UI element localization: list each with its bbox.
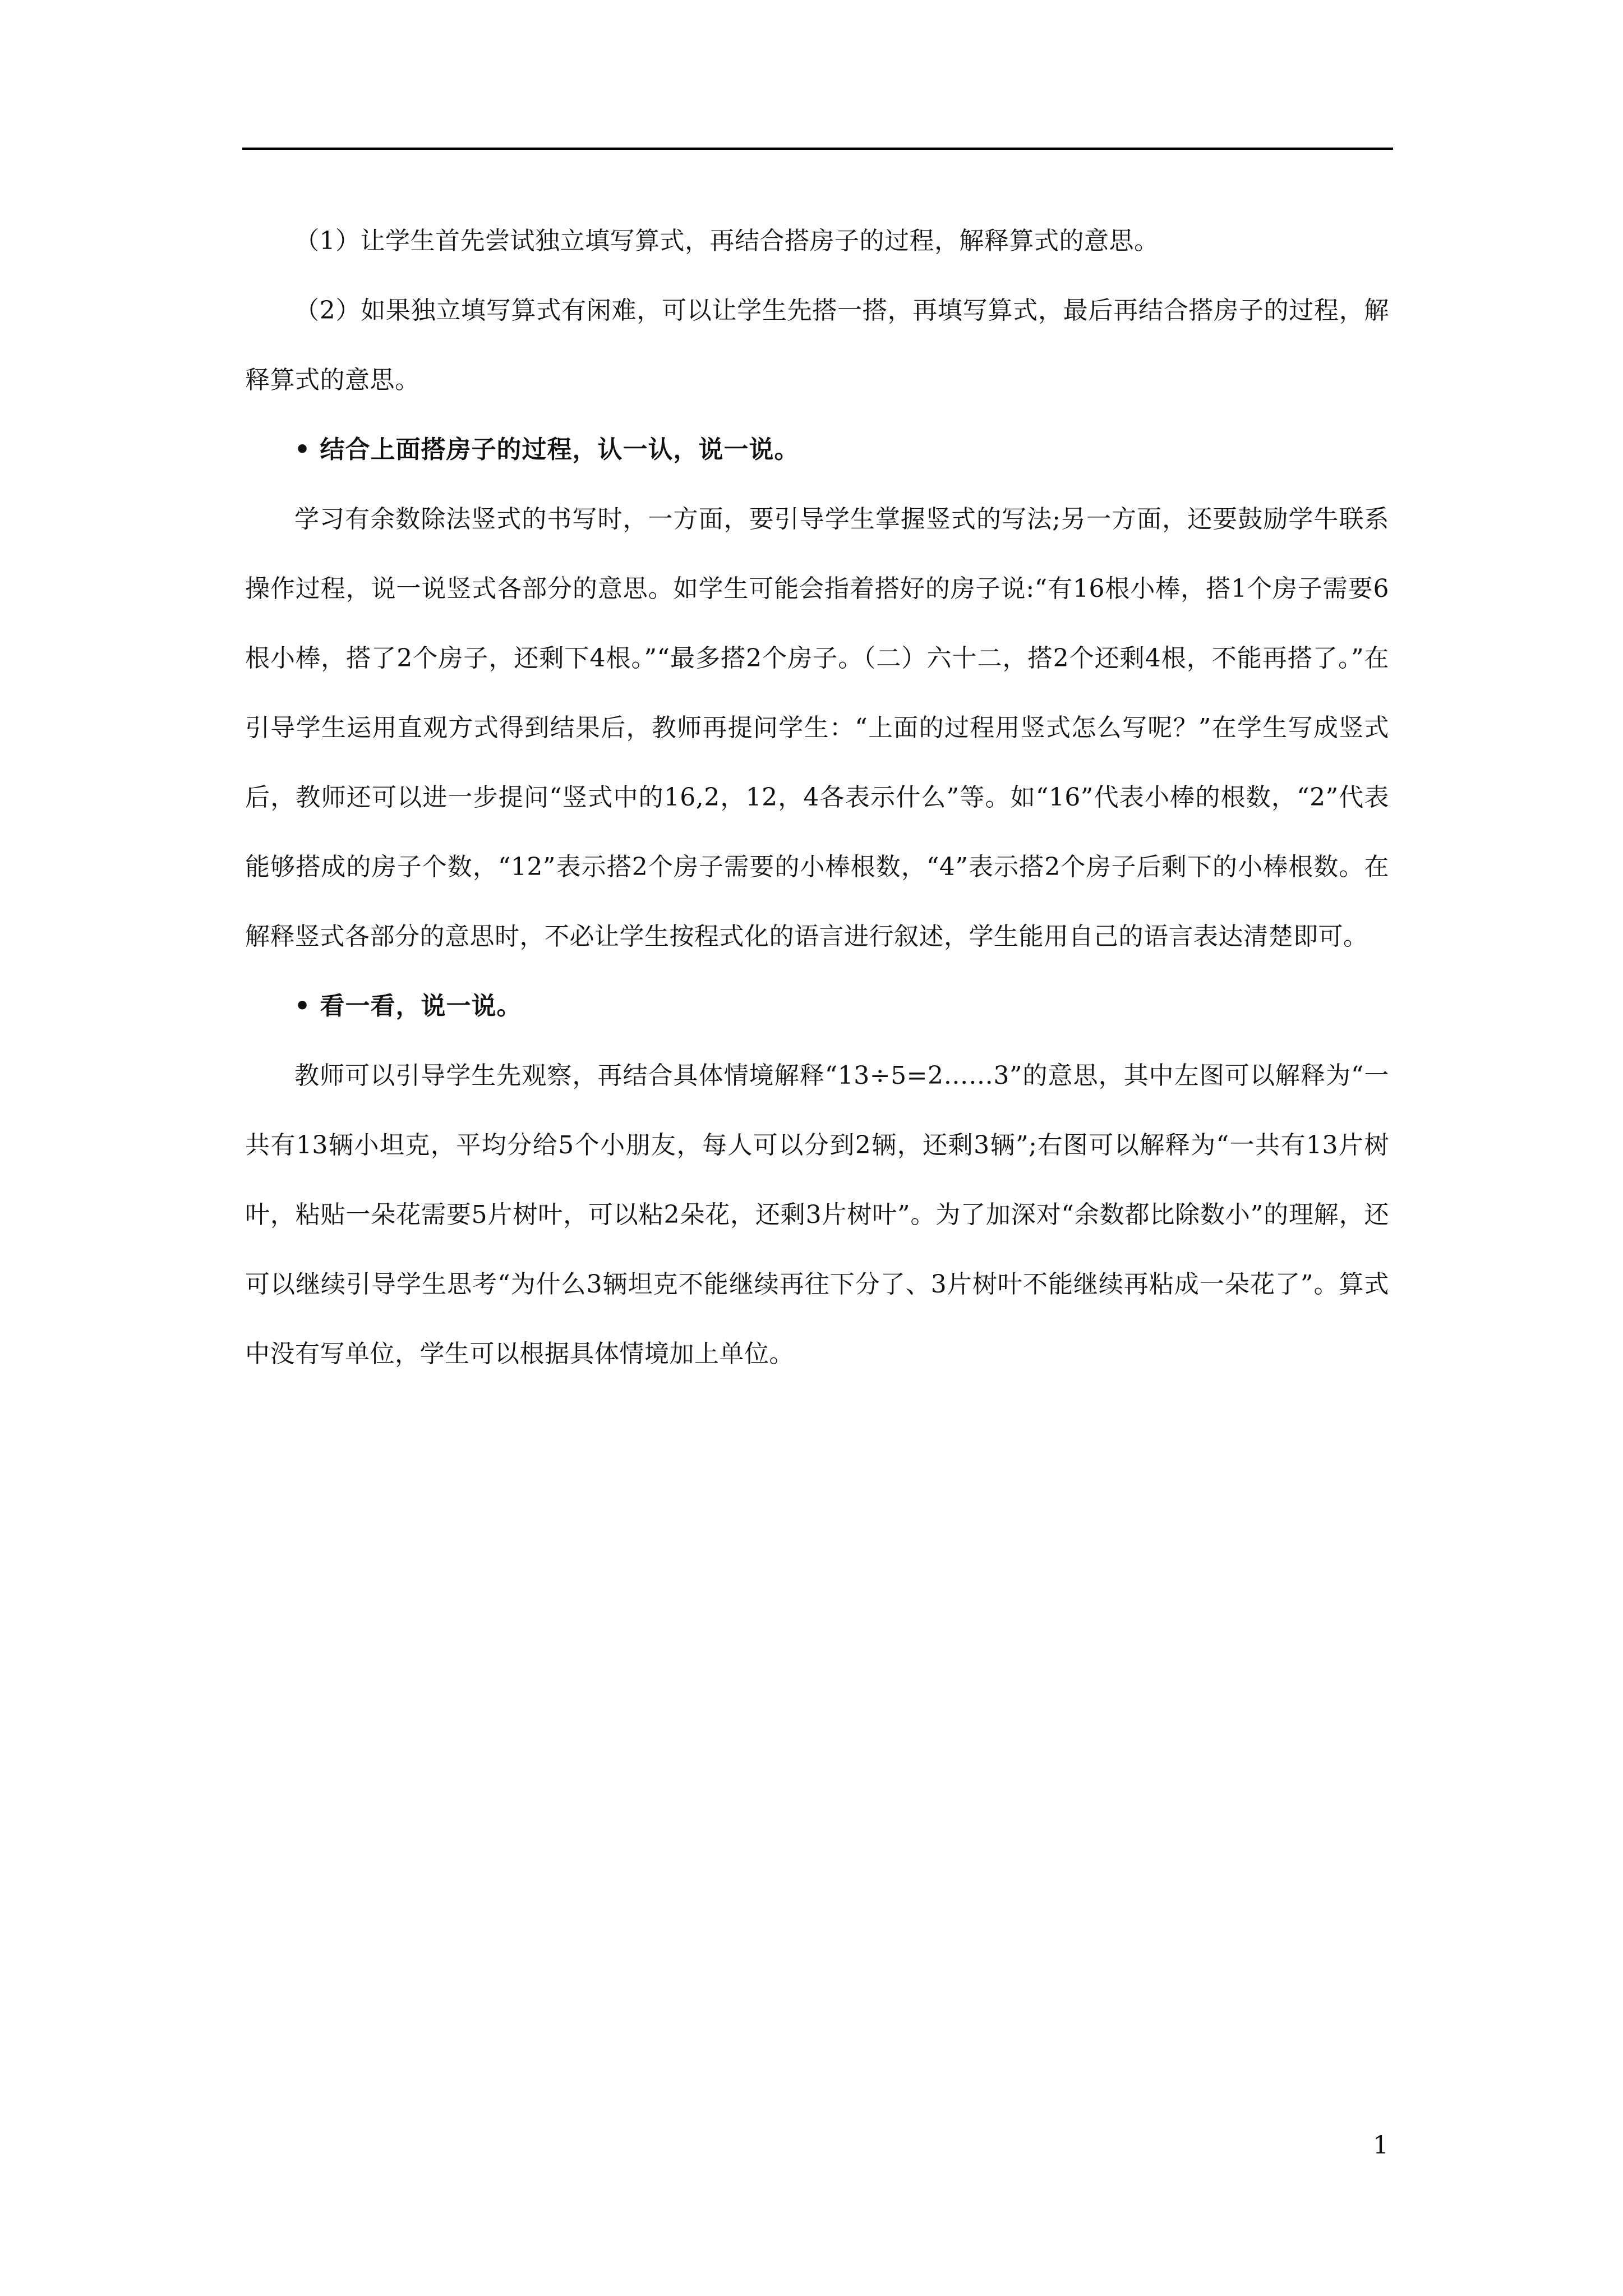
paragraph-step-1: （1）让学生首先尝试独立填写算式，再结合搭房子的过程，解释算式的意思。 [294, 227, 1159, 255]
page-number: 1 [1373, 2131, 1389, 2160]
paragraph-vertical-form-explanation: 学习有余数除法竖式的书写时，一方面，要引导学生掌握竖式的写法;另一方面，还要鼓励学牛联系操作过程，说一说竖式各部分的意思。如学生可能会指着搭好的房子说:“有16根小棒，搭1个房子需要6根小棒，搭了2个房子，还剩下4根。”“最多搭2个房子。（二）六十二，搭2个还剩4根，不能再搭了。”在引导学生运用直观方式得到结果后，教师再提问学生：“上面的过程用竖式怎么写呢？”在学生写成竖式后，教师还可以进一步提问“竖式中的16,2，12，4各表示什么”等。如“16”代表小棒的根数，“2”代表能够搭成的房子个数，“12”表示搭2个房子需要的小棒根数，“4”表示搭2个房子后剩下的小棒根数。在解释竖式各部分的意思时，不必让学生按程式化的语言进行叙述，学生能用自己的语言表达清楚即可。 [245, 505, 1389, 951]
paragraph-look-and-say-explanation: 教师可以引导学生先观察，再结合具体情境解释“13÷5=2……3”的意思，其中左图可以解释为“一共有13辆小坦克，平均分给5个小朋友，每人可以分到2辆，还剩3辆”;右图可以解释为“一共有13片树叶，粘贴一朵花需要5片树叶，可以粘2朵花，还剩3片树叶”。为了加深对“余数都比除数小”的理解，还可以继续引导学生思考“为什么3辆坦克不能继续再往下分了、3片树叶不能继续再粘成一朵花了”。算式中没有写单位，学生可以根据具体情境加上单位。 [245, 1061, 1389, 1368]
header-rule [242, 148, 1393, 150]
document-body [245, 206, 1389, 1389]
section-heading-look-and-say: • 看一看，说一说。 [294, 992, 522, 1020]
section-heading-vertical-form: • 结合上面搭房子的过程，认一认，说一说。 [294, 435, 800, 464]
paragraph-step-2: （2）如果独立填写算式有闲难，可以让学生先搭一搭，再填写算式，最后再结合搭房子的过程，解释算式的意思。 [245, 296, 1389, 394]
